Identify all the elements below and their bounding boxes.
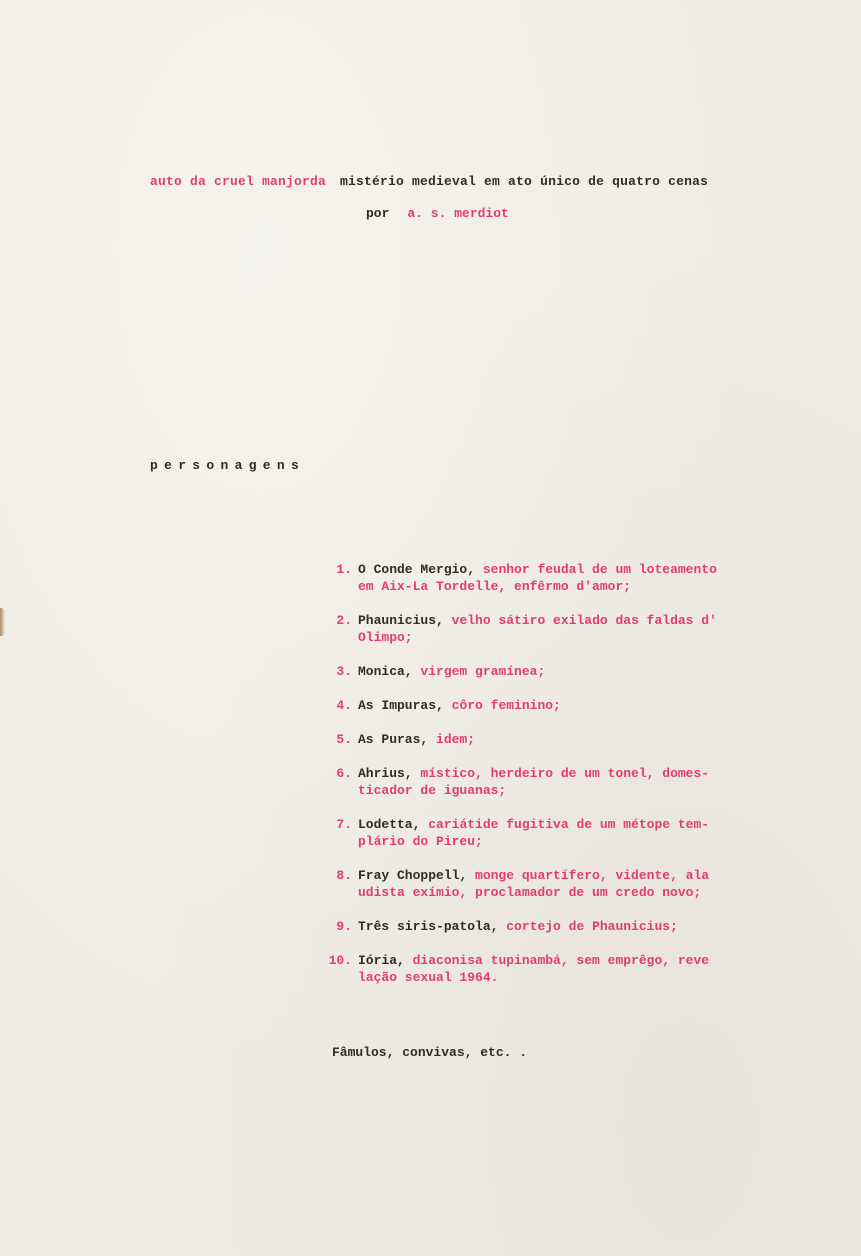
- character-name: Três siris-patola,: [358, 919, 499, 934]
- character-number: 10.: [328, 953, 352, 968]
- character-item: [318, 816, 788, 850]
- character-description-cont: lação sexual 1964.: [358, 970, 499, 985]
- character-item: [318, 697, 788, 714]
- character-description-cont: ticador de iguanas;: [358, 783, 507, 798]
- character-name: Fray Choppell,: [358, 868, 468, 883]
- paper-edge-mark: [0, 608, 5, 636]
- character-number: 9.: [336, 919, 352, 934]
- character-item: [318, 918, 788, 935]
- cast-heading: personagens: [150, 458, 306, 473]
- character-item: [318, 765, 788, 799]
- character-item: [318, 663, 788, 680]
- title-row: [150, 174, 708, 189]
- character-description: cortejo de Phaunicius;: [506, 919, 678, 934]
- character-description-cont: udista exímio, proclamador de um credo novo;: [358, 885, 702, 900]
- character-description-cont: em Aix-La Tordelle, enfêrmo d'amor;: [358, 579, 632, 594]
- character-description: côro feminino;: [451, 698, 561, 713]
- character-name: As Impuras,: [358, 698, 444, 713]
- character-description: idem;: [436, 732, 476, 747]
- character-description: senhor feudal de um loteamento: [482, 562, 717, 577]
- character-list: [318, 561, 788, 1003]
- character-description: cariátide fugitiva de um métope tem-: [428, 817, 710, 832]
- character-number: 2.: [336, 613, 352, 628]
- play-title: auto da cruel manjorda: [150, 174, 327, 189]
- character-number: 8.: [336, 868, 352, 883]
- character-number: 5.: [336, 732, 352, 747]
- character-number: 4.: [336, 698, 352, 713]
- character-name: O Conde Mergio,: [358, 562, 476, 577]
- footer-extras: Fâmulos, convivas, etc. .: [332, 1045, 528, 1060]
- character-description-cont: Olimpo;: [358, 630, 413, 645]
- author-name: a. s. merdiot: [407, 206, 509, 221]
- character-name: Ahrius,: [358, 766, 413, 781]
- character-description: diaconisa tupinambá, sem emprêgo, reve: [412, 953, 710, 968]
- character-item: [318, 731, 788, 748]
- author-row: [366, 206, 509, 221]
- character-name: Monica,: [358, 664, 413, 679]
- character-number: 3.: [336, 664, 352, 679]
- character-number: 7.: [336, 817, 352, 832]
- character-description: místico, herdeiro de um tonel, domes-: [420, 766, 710, 781]
- character-description: velho sátiro exilado das faldas d': [451, 613, 717, 628]
- character-name: Iória,: [358, 953, 405, 968]
- character-item: [318, 952, 788, 986]
- character-name: Phaunicius,: [358, 613, 444, 628]
- character-item: [318, 561, 788, 595]
- character-item: [318, 612, 788, 646]
- character-number: 6.: [336, 766, 352, 781]
- character-description: monge quartífero, vidente, ala: [475, 868, 710, 883]
- character-name: Lodetta,: [358, 817, 421, 832]
- character-number: 1.: [336, 562, 352, 577]
- character-name: As Puras,: [358, 732, 429, 747]
- character-item: [318, 867, 788, 901]
- character-description-cont: plário do Pireu;: [358, 834, 483, 849]
- by-label: por: [366, 206, 390, 221]
- play-subtitle: mistério medieval em ato único de quatro cenas: [340, 174, 709, 189]
- character-description: virgem gramínea;: [420, 664, 546, 679]
